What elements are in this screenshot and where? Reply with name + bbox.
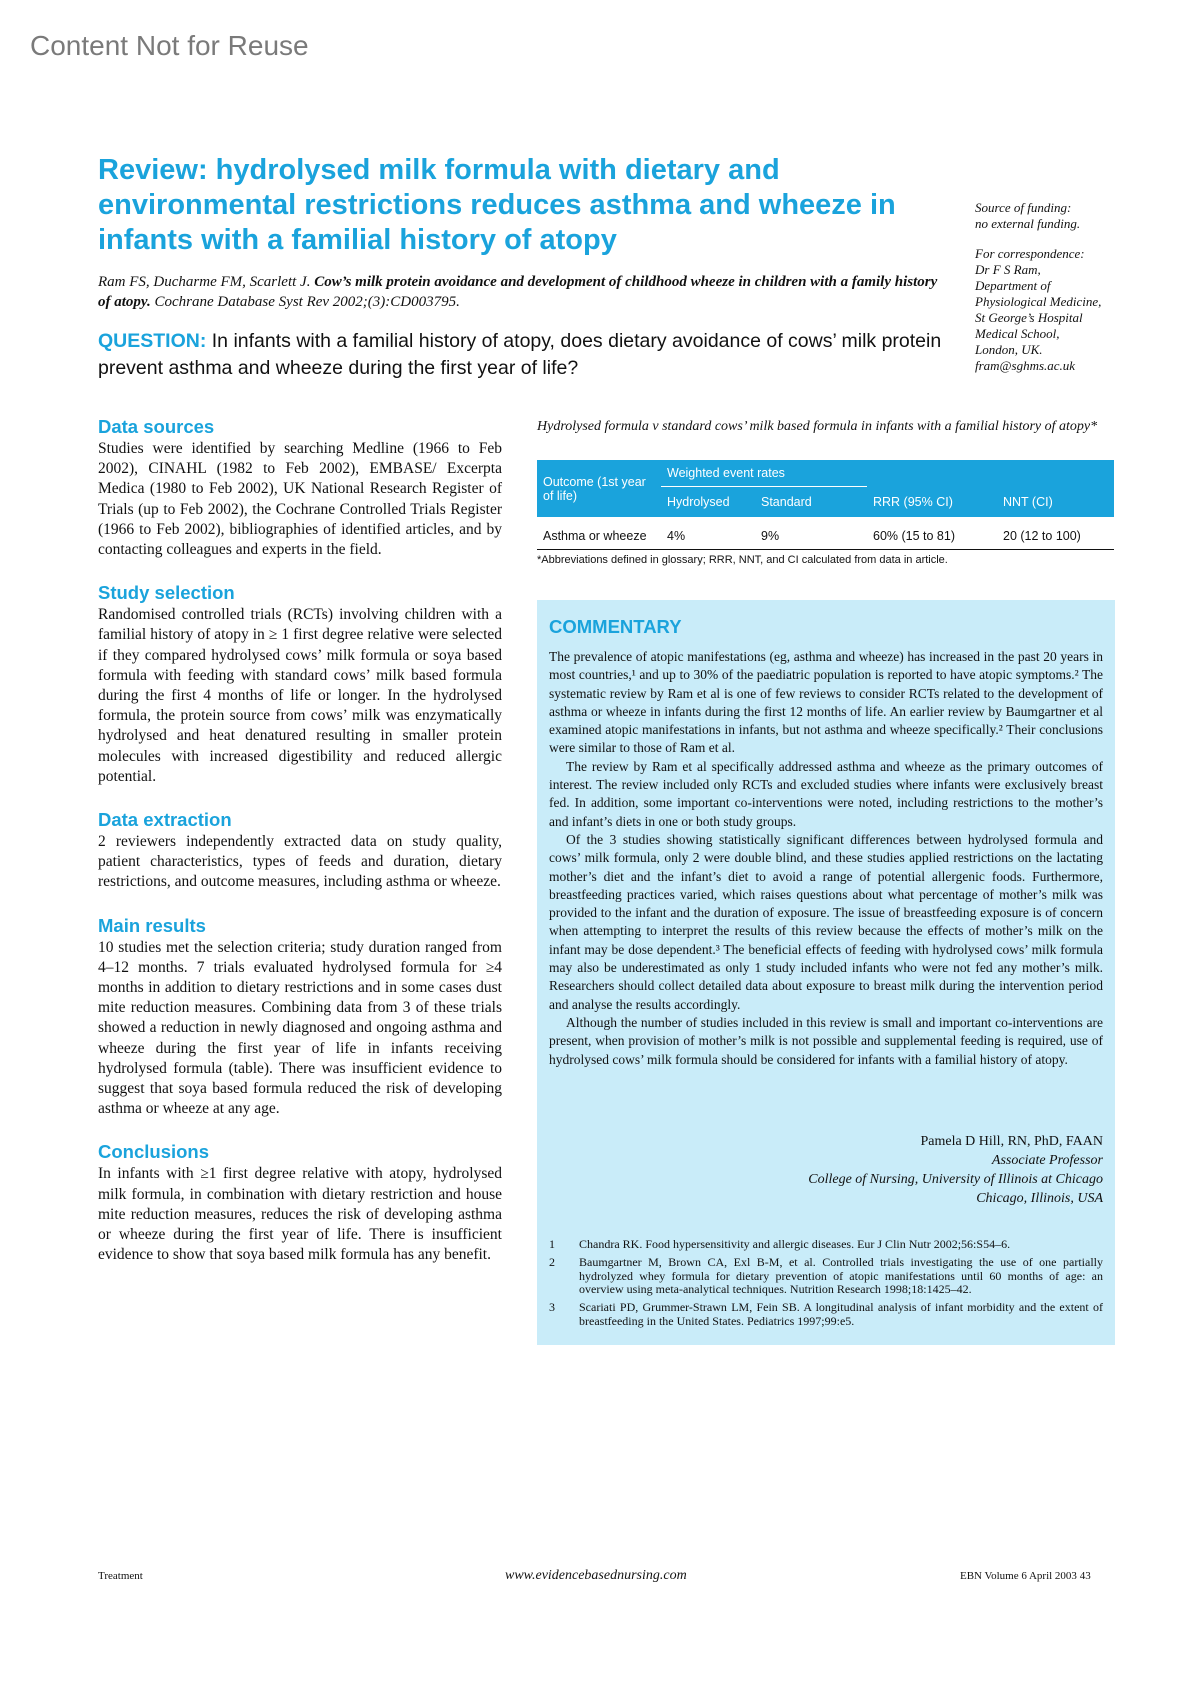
question-label: QUESTION: [98,330,207,352]
header-hydrolysed: Hydrolysed [661,487,755,518]
reference-number: 1 [549,1237,555,1251]
commentary-author [808,1132,1103,1208]
cell-hydrolysed: 4% [661,517,755,550]
commentary-paragraph: Although the number of studies included in this review is small and important co-interventions are present, when provision of mother’s milk is not possible and supplemental feeding is required, use of hydrolysed cows’ milk formula should be considered for infants with a familial history of atopy. [549,1014,1103,1067]
section-conclusions [98,1141,502,1265]
correspondence-note [975,246,1125,374]
commentary-heading: COMMENTARY [549,616,682,637]
section-body: Randomised controlled trials (RCTs) involving children with a familial history of atopy in ≥ 1 first degree relative were selected if they compared hydrolysed cows’ milk formula or soya based formula with feeding with standard cows’ milk based formula during the first 4 months of life or longer. In the hydrolysed formula, the protein source from cows’ milk was enzymatically hydrolysed and heat denatured resulting in smaller protein molecules with increased digestibility and reduced allergic potential. [98,606,502,785]
section-heading: Data extraction [98,809,232,831]
article-title: Review: hydrolysed milk formula with dietary and environmental restrictions reduces asthma and wheeze in infants with a familial history of atopy [98,154,896,256]
section-heading: Main results [98,914,206,936]
sidebar [975,200,1125,388]
correspondence-line: St George’s Hospital [975,310,1083,325]
section-data-extraction [98,809,502,893]
cell-outcome: Asthma or wheeze [537,517,661,550]
citation-journal: Cochrane Database Syst Rev 2002;(3):CD003795. [154,294,460,310]
table-footnote: *Abbreviations defined in glossary; RRR, NNT, and CI calculated from data in article. [537,554,948,566]
section-body: 2 reviewers independently extracted data on study quality, patient characteristics, types of feeds and duration, dietary restrictions, and outcome measures, including asthma or wheeze. [98,833,502,891]
section-body: 10 studies met the selection criteria; study duration ranged from 4–12 months. 7 trials evaluated hydrolysed formula for ≥4 months in addition to dietary restrictions and in some cases dust mite reduction measures. Combining data from 3 of these trials showed a reduction in newly diagnosed and ongoing asthma and wheeze during the first year of life in infants receiving hydrolysed formula (table). There was insufficient evidence to suggest that soya based formula reduced the risk of developing asthma or wheeze at any age. [98,938,502,1118]
correspondence-label: For correspondence: [975,246,1085,261]
header-outcome: Outcome (1st year of life) [537,460,661,517]
footer-issue-text: EBN Volume 6 April 2003 [960,1570,1077,1582]
section-body: Studies were identified by searching Medline (1966 to Feb 2002), CINAHL (1982 to Feb 2002), EMBASE/ Excerpta Medica (1980 to Feb 2002), UK National Research Register of Trials (up to Feb 2002), the Cochrane Controlled Trials Register (1966 to Feb 2002), bibliographies of identified articles, and by contacting colleagues and experts in the field. [98,440,502,559]
commentary-paragraph: The review by Ram et al specifically addressed asthma and wheeze as the primary outcomes of interest. The review included only RCTs and excluded studies where infants were exclusively breast fed. In addition, some important co-interventions were noted, including restrictions to the mother’s and infant’s diets in one or both study groups. [549,758,1103,829]
footer-page-number: 43 [1079,1570,1091,1582]
correspondence-line: Medical School, [975,326,1060,341]
section-body: In infants with ≥1 first degree relative with atopy, hydrolysed milk formula, in combination with dietary restriction and house mite reduction measures, reduces the risk of developing asthma or wheeze during the first year of life. There is insufficient evidence to show that soya based milk formula has any benefit. [98,1165,502,1264]
results-table [537,460,1114,550]
header-rrr: RRR (95% CI) [867,487,997,518]
author-location: Chicago, Illinois, USA [976,1191,1103,1206]
commentary-paragraph: Of the 3 studies showing statistically significant differences between hydrolysed formula and cows’ milk formula, only 2 were double blind, and these studies applied restrictions on the lactating mother’s diet and the infant’s diet to avoid a range of potential allergenic foods. Furthermore, breastfeeding practices varied, which raises questions about what percentage of mother’s milk was provided to the infant and the duration of exposure. The issue of breastfeeding exposure is of concern when attempting to interpret the results of this review because the effects of mother’s milk on the infant may be dose dependent.³ The beneficial effects of feeding with hydrolysed cows’ milk formula may also be underestimated as only 1 study included infants who were not fed any mother’s milk. Researchers should collect detailed data about exposure to breast milk during the intervention period and analyse the results accordingly. [549,831,1103,1012]
correspondence-line: Physiological Medicine, [975,294,1102,309]
correspondence-line: Department of [975,278,1051,293]
left-column [98,416,502,1288]
funding-value: no external funding. [975,216,1081,231]
header-standard: Standard [755,487,867,518]
commentary-body [549,648,1103,1069]
correspondence-line: Dr F S Ram, [975,262,1041,277]
reference-text: Scariati PD, Grummer-Strawn LM, Fein SB. A longitudinal analysis of infant morbidity and the extent of breastfeeding in the United States. Pediatrics 1997;99:e5. [579,1300,1103,1328]
cell-standard: 9% [755,517,867,550]
reference-item [549,1301,1103,1329]
citation-article-title: Cow’s milk protein avoidance and development of childhood wheeze in children with a family history of atopy. [98,274,938,310]
funding-label: Source of funding: [975,200,1072,215]
correspondence-line: London, UK. [975,342,1043,357]
reference-number: 2 [549,1254,555,1269]
footer-issue [960,1570,1091,1582]
header-weighted-event-rates: Weighted event rates [661,460,867,487]
section-main-results [98,915,502,1120]
cell-nnt: 20 (12 to 100) [997,517,1114,550]
question-text: In infants with a familial history of atopy, does dietary avoidance of cows’ milk protein prevent asthma and wheeze during the first year of life? [98,330,942,379]
cell-rrr: 60% (15 to 81) [867,517,997,550]
author-affiliation: College of Nursing, University of Illinois at Chicago [808,1172,1103,1187]
correspondence-email[interactable]: fram@sghms.ac.uk [975,358,1076,373]
reference-text: Baumgartner M, Brown CA, Exl B-M, et al. Controlled trials investigating the use of one partially hydrolyzed whey formula for dietary prevention of atopic manifestations until 60 months of age: an overview using meta-analytical techniques. Nutrition Research 1998;18:1425–42. [579,1254,1103,1297]
funding-note [975,200,1125,232]
reference-item [549,1256,1103,1297]
footer-website-link[interactable]: www.evidencebasednursing.com [505,1568,687,1583]
reference-text: Chandra RK. Food hypersensitivity and allergic diseases. Eur J Clin Nutr 2002;56:S54–6. [579,1237,1011,1251]
footer-section: Treatment [98,1570,143,1582]
section-data-sources [98,416,502,560]
reference-number: 3 [549,1300,555,1315]
table-row [537,517,1114,550]
references-list [549,1238,1103,1333]
author-name: Pamela D Hill, RN, PhD, FAAN [920,1134,1103,1149]
section-heading: Study selection [98,582,235,604]
commentary-box [537,600,1115,1345]
citation [98,272,948,312]
question [98,328,948,382]
commentary-paragraph: The prevalence of atopic manifestations (eg, asthma and wheeze) has increased in the past 20 years in most countries,¹ and up to 30% of the paediatric population is reported to have atopic symptoms.² The systematic review by Ram et al is one of few reviews to consider RCTs related to the development of asthma or wheeze in infants during the first 12 months of life. An earlier review by Baumgartner et al examined atopic manifestations in infants, but not asthma and wheeze specifically.² Their conclusions were similar to those of Ram et al. [549,649,1103,756]
section-heading: Data sources [98,416,215,437]
table-caption: Hydrolysed formula v standard cows’ milk based formula in infants with a familial history of atopy* [537,419,1098,434]
author-role: Associate Professor [991,1153,1103,1168]
section-study-selection [98,582,502,787]
reference-item [549,1238,1103,1252]
header-nnt: NNT (CI) [997,487,1114,518]
section-heading: Conclusions [98,1141,210,1163]
citation-authors: Ram FS, Ducharme FM, Scarlett J. [98,274,311,290]
watermark: Content Not for Reuse [30,30,309,61]
